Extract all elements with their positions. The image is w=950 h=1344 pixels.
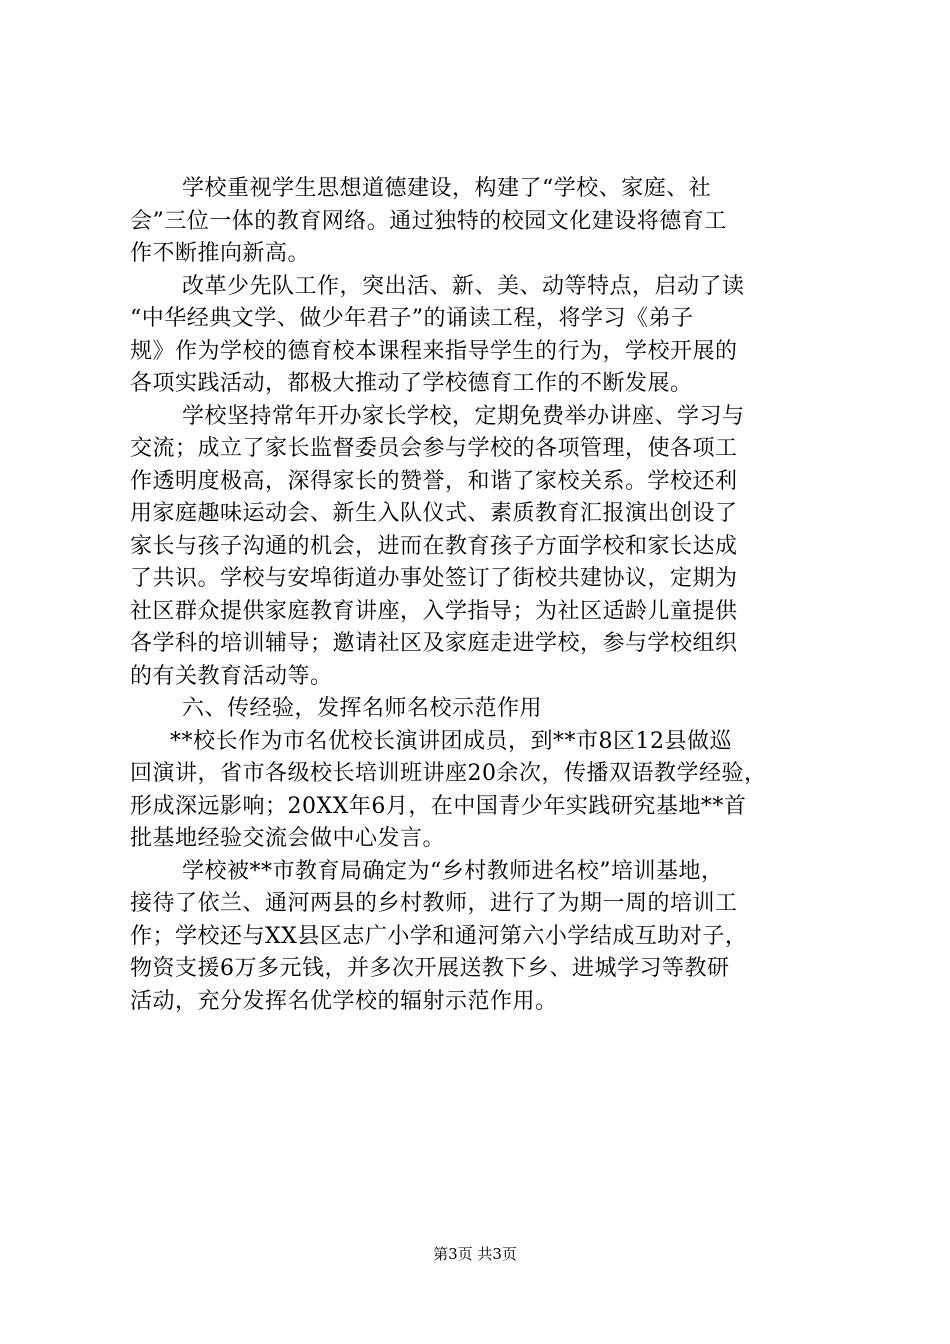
text-line: 接待了依兰、通河两县的乡村教师，进行了为期一周的培训工 (130, 891, 738, 916)
paragraph-principal-lectures (130, 726, 830, 856)
paragraph-moral-education-network (130, 173, 830, 271)
paragraph-training-base (130, 856, 830, 1019)
text-line: 会”三位一体的教育网络。通过独特的校园文化建设将德育工 (130, 208, 727, 234)
text-line: 形成深远影响；20XX年6月，在中国青少年实践研究基地**首 (130, 793, 747, 819)
text-line: 批基地经验交流会做中心发言。 (130, 826, 446, 851)
paragraph-young-pioneers (130, 271, 830, 401)
text-line: 作；学校还与XX县区志广小学和通河第六小学结成互助对子， (130, 923, 748, 949)
text-line: 作不断推向新高。 (130, 241, 311, 266)
text-line: 学校重视学生思想道德建设，构建了“学校、家庭、社 (182, 176, 712, 201)
text-line: 用家庭趣味运动会、新生入队仪式、素质教育汇报演出创设了 (130, 501, 738, 526)
text-line: 物资支援6万多元钱，并多次开展送教下乡、进城学习等教研 (130, 956, 730, 981)
document-body (130, 173, 830, 1018)
text-line: “中华经典文学、做少年君子”的诵读工程，将学习《弟子 (130, 306, 694, 331)
section-heading (130, 693, 830, 726)
text-line: 学校被**市教育局确定为“乡村教师进名校”培训基地， (182, 858, 724, 884)
text-line: 的有关教育活动等。 (130, 663, 333, 689)
text-line: 作透明度极高，深得家长的赞誉，和谐了家校关系。学校还利 (130, 468, 738, 494)
text-line: 各项实践活动，都极大推动了学校德育工作的不断发展。 (130, 371, 693, 396)
page-number-footer: 第3页 共3页 (433, 1245, 517, 1263)
text-line: 活动，充分发挥名优学校的辐射示范作用。 (130, 988, 558, 1014)
text-line: 改革少先队工作，突出活、新、美、动等特点，启动了读 (182, 273, 745, 299)
text-line: 各学科的培训辅导；邀请社区及家庭走进学校，参与学校组织 (130, 631, 738, 656)
paragraph-parent-school (130, 401, 830, 694)
text-line: 交流；成立了家长监督委员会参与学校的各项管理，使各项工 (130, 436, 738, 461)
text-line: **校长作为市名优校长演讲团成员，到**市8区12县做巡 (170, 728, 732, 754)
text-line: 回演讲，省市各级校长培训班讲座20余次，传播双语教学经验， (130, 761, 767, 786)
text-line: 学校坚持常年开办家长学校，定期免费举办讲座、学习与 (182, 403, 745, 429)
text-line: 了共识。学校与安埠街道办事处签订了街校共建协议，定期为 (130, 566, 738, 591)
text-line: 社区群众提供家庭教育讲座，入学指导；为社区适龄儿童提供 (130, 598, 738, 624)
text-line: 家长与孩子沟通的机会，进而在教育孩子方面学校和家长达成 (130, 533, 738, 559)
text-line: 六、传经验，发挥名师名校示范作用 (182, 696, 543, 721)
text-line: 规》作为学校的德育校本课程来指导学生的行为，学校开展的 (130, 338, 738, 364)
